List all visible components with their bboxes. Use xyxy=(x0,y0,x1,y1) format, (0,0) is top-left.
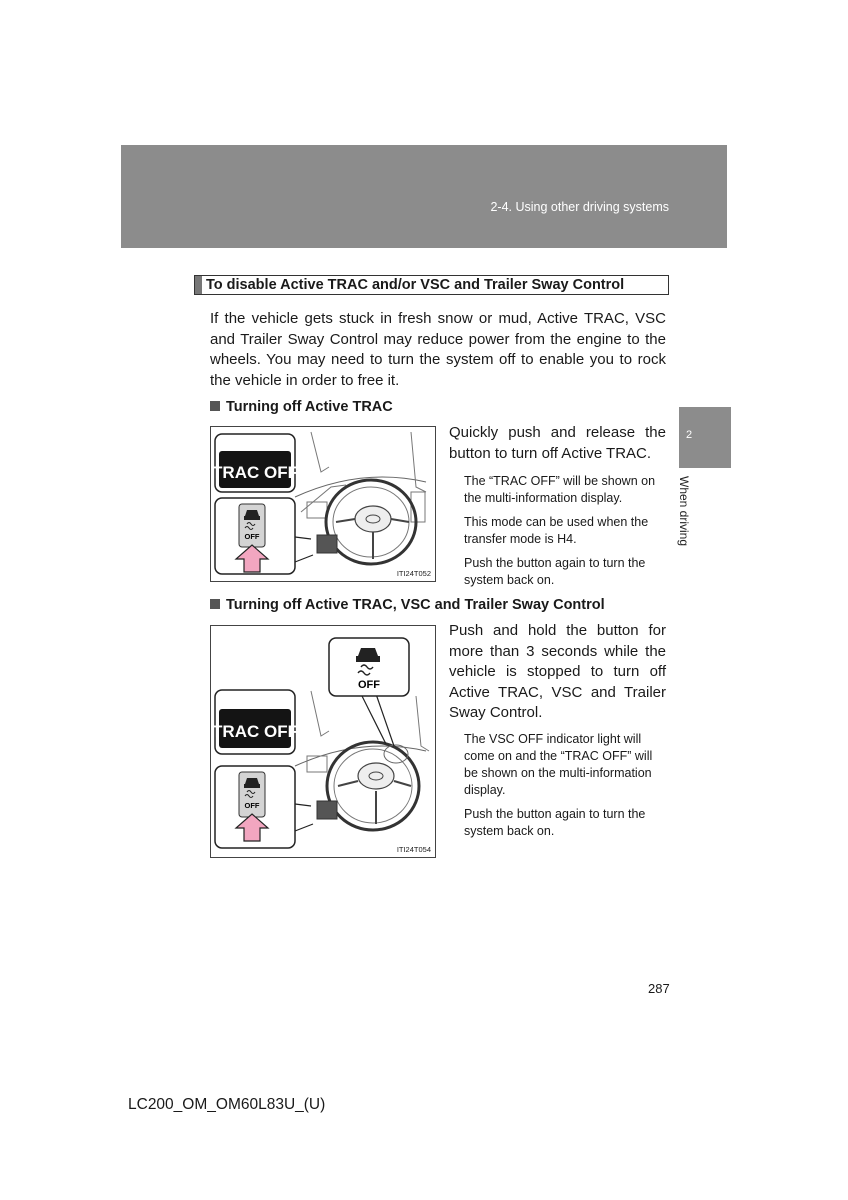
trac-off-display-text: TRAC OFF xyxy=(212,463,298,482)
trac-off-display-text: TRAC OFF xyxy=(212,722,298,741)
figure-trac-off xyxy=(210,426,436,582)
square-bullet-icon xyxy=(210,599,220,609)
page-number: 287 xyxy=(648,981,670,996)
document-code: LC200_OM_OM60L83U_(U) xyxy=(128,1096,326,1113)
chapter-number: 2 xyxy=(686,429,693,441)
note: Push the button again to turn the system back on. xyxy=(464,807,646,838)
figure-code: ITI24T054 xyxy=(396,845,431,854)
subsection-2-instruction: Push and hold the button for more than 3 seconds while the vehicle is stopped to turn off Active TRAC, VSC and Trailer Sway Control. xyxy=(449,622,666,721)
subsection-1-title-text: Turning off Active TRAC xyxy=(226,399,393,415)
figure-code: ITI24T052 xyxy=(396,569,431,578)
chapter-label xyxy=(677,476,697,556)
subsection-1-instruction: Quickly push and release the button to turn off Active TRAC. xyxy=(449,424,666,462)
intro-paragraph: If the vehicle gets stuck in fresh snow or mud, Active TRAC, VSC and Trailer Sway Control may reduce power from the engine to the wheels. You may need to turn the system off to enable you to rock the vehicle in order to free it. xyxy=(210,310,666,389)
dashboard-illustration-1 xyxy=(211,427,435,581)
note: The “TRAC OFF” will be shown on the multi-information display. xyxy=(464,474,656,505)
button-off-text: OFF xyxy=(244,532,260,541)
heading-bar xyxy=(195,276,202,294)
note: This mode can be used when the transfer mode is H4. xyxy=(464,515,649,546)
note: The VSC OFF indicator light will come on and the “TRAC OFF” will be shown on the multi-information display. xyxy=(464,732,653,797)
chapter-label-text: When driving xyxy=(677,476,691,547)
header-band xyxy=(121,145,727,248)
section-heading xyxy=(194,275,669,295)
subsection-1-title xyxy=(210,399,393,415)
section-heading-text: To disable Active TRAC and/or VSC and Trailer Sway Control xyxy=(206,277,625,293)
section-reference: 2-4. Using other driving systems xyxy=(490,200,669,214)
note: Push the button again to turn the system back on. xyxy=(464,556,646,587)
chapter-tab xyxy=(679,407,731,468)
button-off-text: OFF xyxy=(244,801,260,810)
dashboard-illustration-2 xyxy=(211,626,435,857)
indicator-off-text: OFF xyxy=(358,679,380,691)
subsection-2-title xyxy=(210,597,605,613)
figure-trac-vsc-off xyxy=(210,625,436,858)
square-bullet-icon xyxy=(210,401,220,411)
subsection-2-title-text: Turning off Active TRAC, VSC and Trailer Sway Control xyxy=(226,597,605,613)
